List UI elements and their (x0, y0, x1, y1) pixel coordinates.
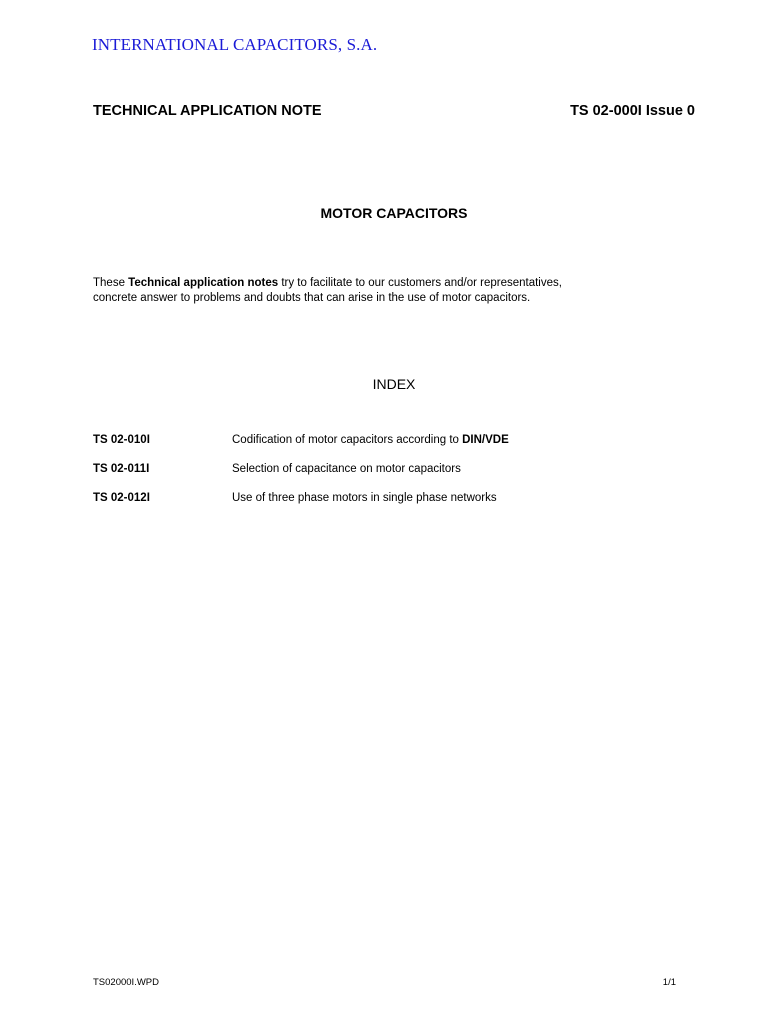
intro-line2: concrete answer to problems and doubts that can arise in the use of motor capacitors. (93, 292, 531, 304)
footer-filename: TS02000I.WPD (93, 977, 159, 988)
intro-prefix: These (93, 277, 129, 289)
index-item-code: TS 02-010I (93, 434, 150, 446)
company-name: INTERNATIONAL CAPACITORS, S.A. (92, 35, 378, 54)
index-item (93, 492, 693, 521)
index-heading: INDEX (372, 376, 416, 392)
document-code: TS 02-000I Issue 0 (570, 103, 695, 119)
index-item-code: TS 02-012I (93, 492, 150, 504)
index-item-description (232, 492, 497, 521)
index-item-description (232, 463, 461, 492)
index-item-description (232, 434, 509, 463)
index-item-text: Use of three phase motors in single phase networks (232, 492, 497, 504)
intro-line1-rest: try to facilitate to our customers and/or representatives, (278, 277, 562, 289)
index-item-text: Codification of motor capacitors according to (232, 434, 463, 446)
note-title: TECHNICAL APPLICATION NOTE (93, 103, 322, 119)
document-heading: MOTOR CAPACITORS (320, 205, 468, 221)
index-item (93, 434, 693, 463)
index-list (93, 434, 693, 521)
intro-paragraph (93, 276, 683, 306)
footer-page-number: 1/1 (662, 977, 676, 988)
index-item-bold: DIN/VDE (462, 434, 509, 446)
intro-bold-term: Technical application notes (128, 277, 279, 289)
index-item-code: TS 02-011I (93, 463, 150, 475)
index-item-text: Selection of capacitance on motor capacitors (232, 463, 461, 475)
index-item (93, 463, 693, 492)
